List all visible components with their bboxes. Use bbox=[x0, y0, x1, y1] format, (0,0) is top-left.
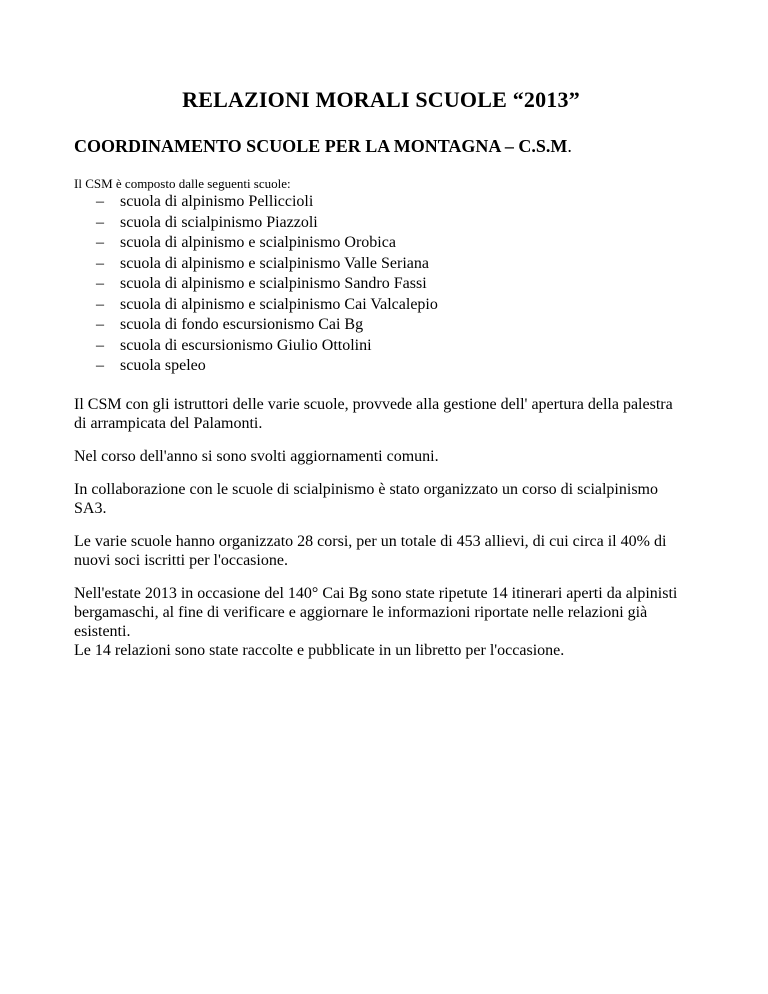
list-item bbox=[96, 213, 688, 234]
paragraph-itinerari bbox=[74, 584, 688, 660]
list-item bbox=[96, 254, 688, 275]
paragraph-corsi-allievi: Le varie scuole hanno organizzato 28 corsi, per un totale di 453 allievi, di cui circa il 40% di nuovi soci iscritti per l'occasione. bbox=[74, 532, 667, 569]
list-item-text: scuola di alpinismo Pelliccioli bbox=[120, 193, 314, 210]
school-list bbox=[74, 192, 688, 377]
paragraph-itinerari-text: Nell'estate 2013 in occasione del 140° Cai Bg sono state ripetute 14 itinerari aperti da alpinisti bergamaschi, al fine di verificare e aggiornare le informazioni riportate nelle relazioni già esistenti. bbox=[74, 584, 678, 640]
list-item-text: scuola di alpinismo e scialpinismo Cai Valcalepio bbox=[120, 295, 438, 313]
list-bullet: – bbox=[96, 357, 104, 374]
intro-text: Il CSM è composto dalle seguenti scuole: bbox=[74, 176, 291, 191]
list-bullet: – bbox=[96, 336, 104, 354]
list-bullet: – bbox=[96, 275, 104, 292]
list-item-text: scuola di alpinismo e scialpinismo Valle Seriana bbox=[120, 254, 429, 272]
paragraph-aggiornamenti: Nel corso dell'anno si sono svolti aggiornamenti comuni. bbox=[74, 447, 439, 465]
list-item bbox=[96, 295, 688, 316]
list-item-text: scuola speleo bbox=[120, 357, 206, 374]
list-item-text: scuola di scialpinismo Piazzoli bbox=[120, 213, 318, 231]
list-bullet: – bbox=[96, 213, 104, 231]
list-item bbox=[96, 315, 688, 336]
list-bullet: – bbox=[96, 316, 104, 333]
list-item-text: scuola di alpinismo e scialpinismo Sandro Fassi bbox=[120, 275, 427, 292]
section-heading-text: COORDINAMENTO SCUOLE PER LA MONTAGNA – C.S.M bbox=[74, 136, 568, 156]
list-item bbox=[96, 274, 688, 295]
list-item bbox=[96, 192, 688, 213]
paragraph-palestra: Il CSM con gli istruttori delle varie scuole, provvede alla gestione dell' apertura della palestra di arrampicata del Palamonti. bbox=[74, 395, 673, 432]
list-item-text: scuola di alpinismo e scialpinismo Orobica bbox=[120, 234, 396, 251]
list-bullet: – bbox=[96, 295, 104, 313]
document-title: RELAZIONI MORALI SCUOLE “2013” bbox=[182, 87, 580, 112]
list-item-text: scuola di escursionismo Giulio Ottolini bbox=[120, 336, 372, 354]
list-bullet: – bbox=[96, 254, 104, 272]
list-item bbox=[96, 336, 688, 357]
list-item bbox=[96, 356, 688, 377]
paragraph-corso-sa3: In collaborazione con le scuole di scialpinismo è stato organizzato un corso di scialpinismo SA3. bbox=[74, 480, 658, 517]
list-bullet: – bbox=[96, 234, 104, 251]
section-heading-period: . bbox=[567, 136, 572, 156]
paragraph-libretto-text: Le 14 relazioni sono state raccolte e pubblicate in un libretto per l'occasione. bbox=[74, 641, 565, 659]
list-bullet: – bbox=[96, 193, 104, 210]
section-heading bbox=[74, 134, 688, 158]
list-item bbox=[96, 233, 688, 254]
list-item-text: scuola di fondo escursionismo Cai Bg bbox=[120, 316, 364, 333]
